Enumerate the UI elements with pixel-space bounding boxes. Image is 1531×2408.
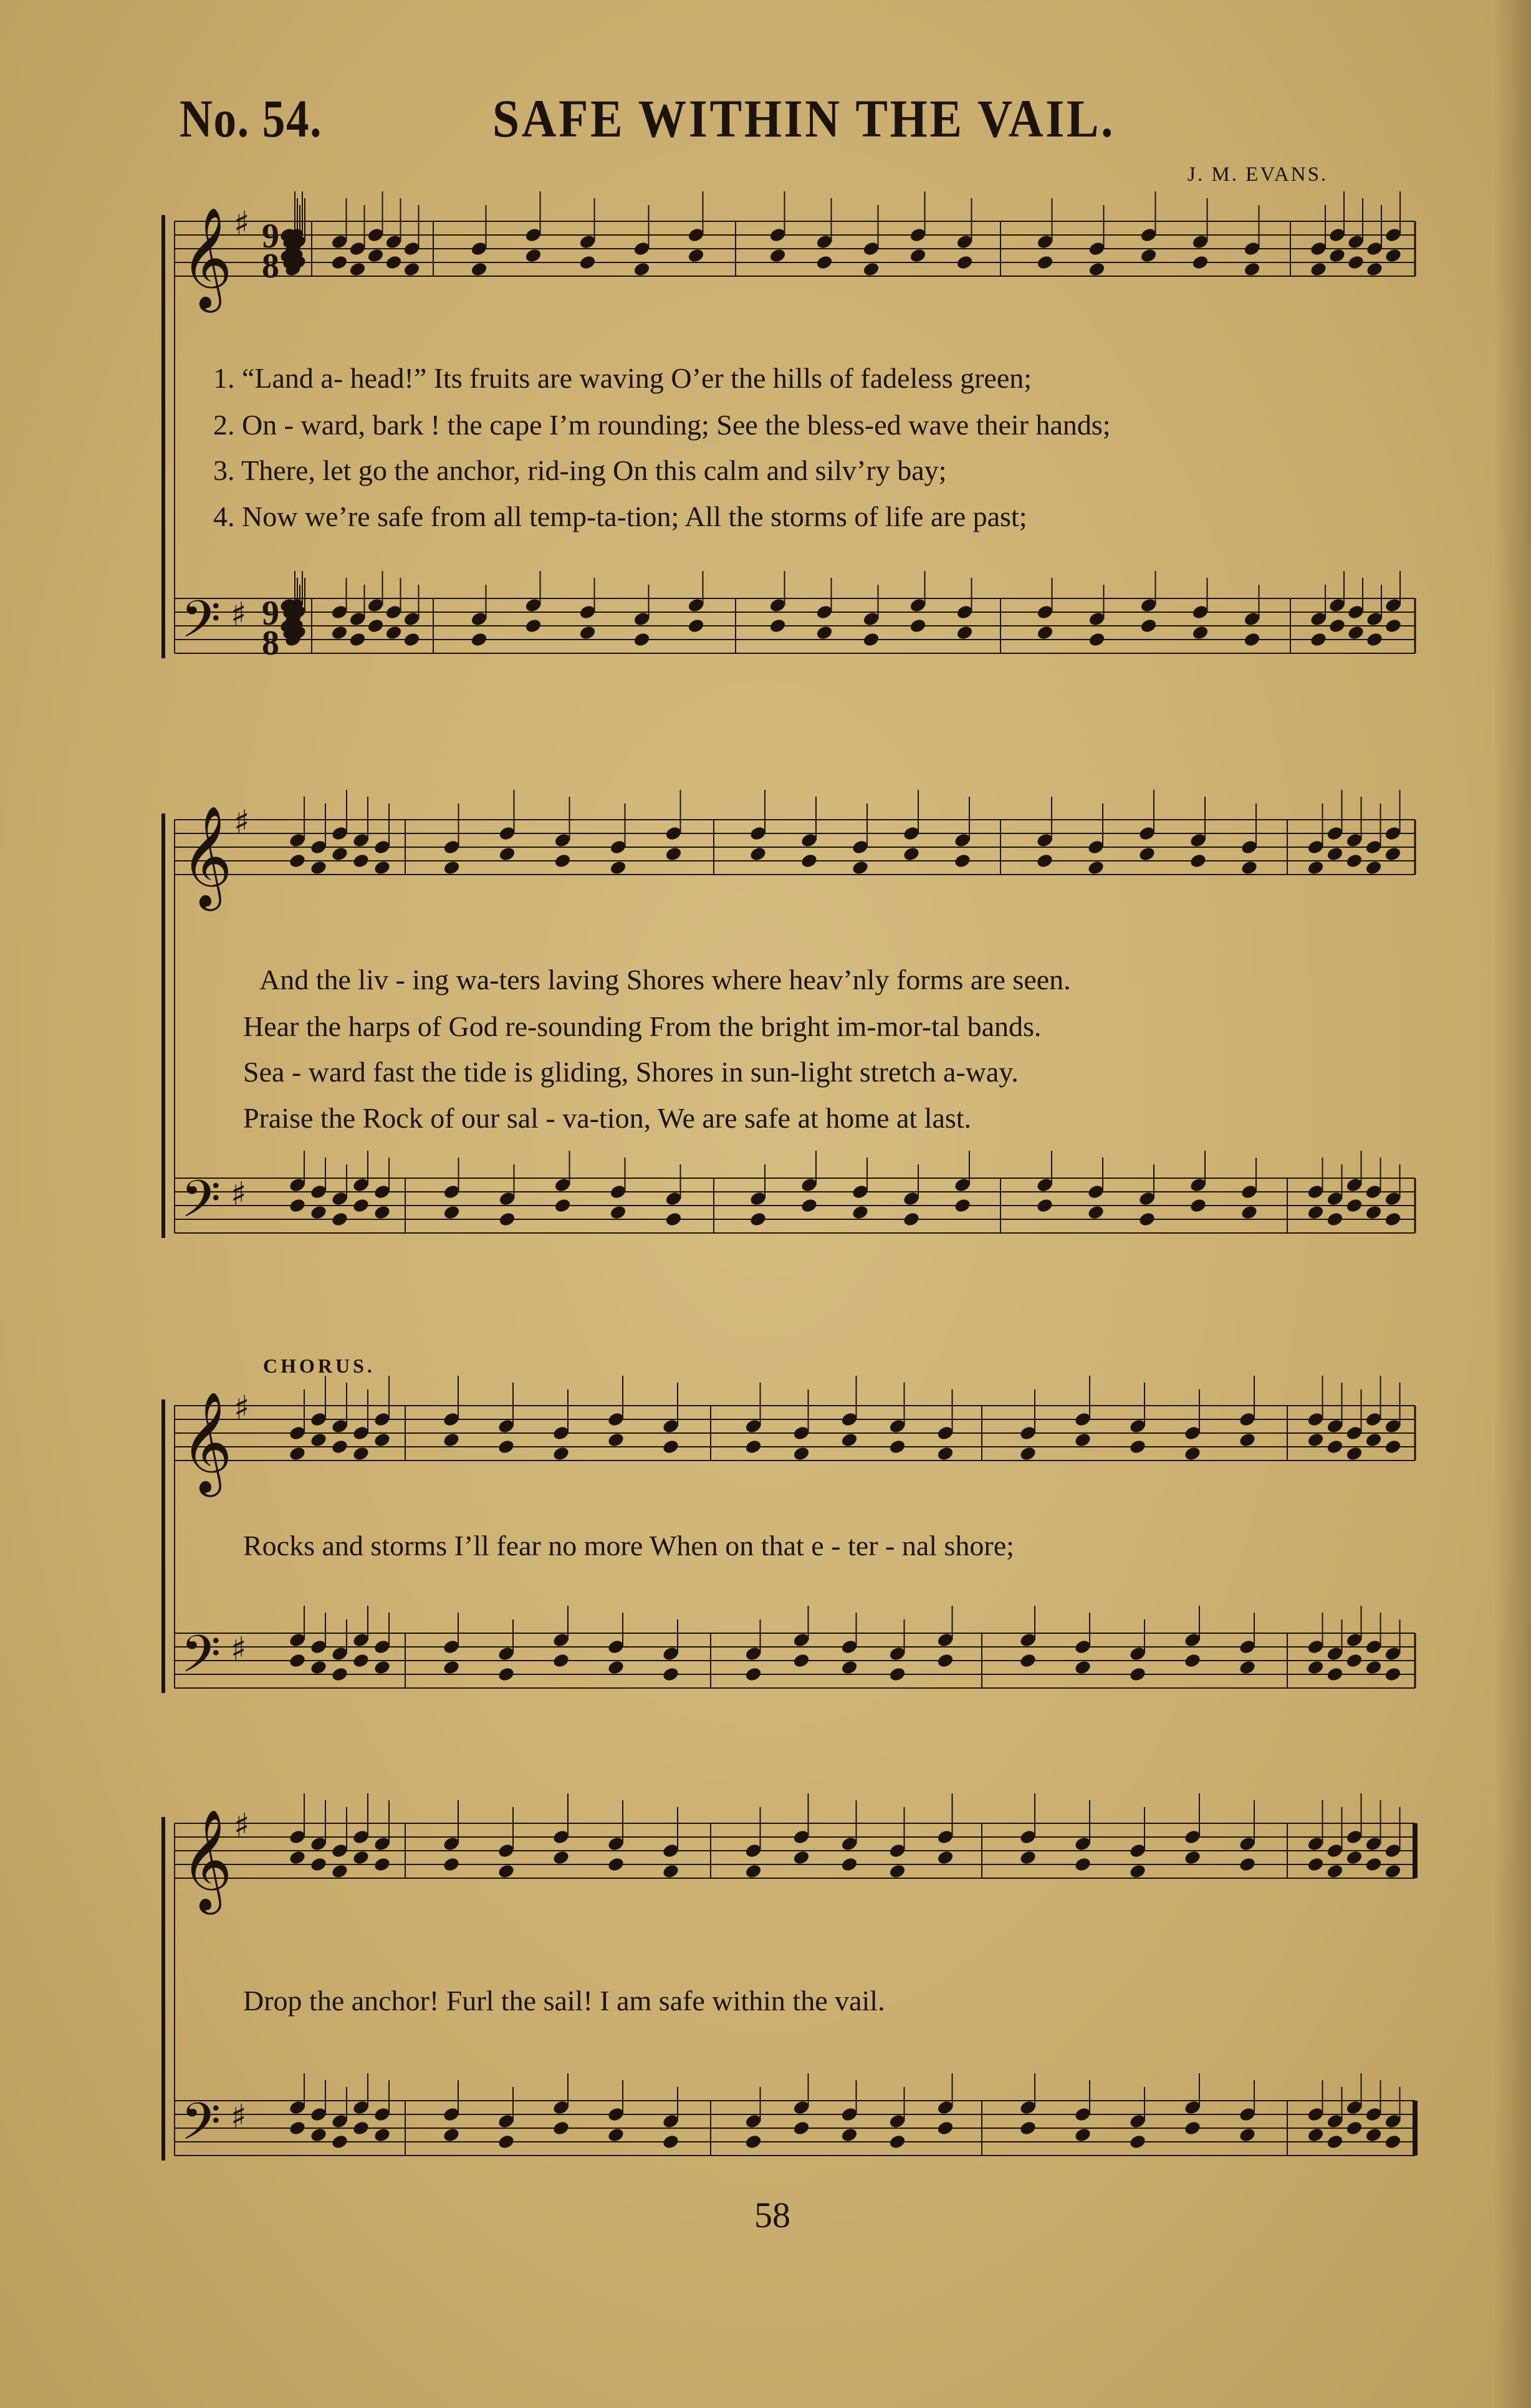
note-head (442, 1432, 460, 1448)
note-head (288, 1197, 306, 1214)
note-head (888, 1666, 906, 1682)
note-head (1309, 261, 1327, 277)
note-head (851, 860, 869, 876)
note-head (1307, 860, 1325, 876)
note-head (1326, 846, 1344, 862)
note-head (661, 1666, 679, 1682)
note-head (403, 261, 421, 277)
note-head (1346, 254, 1365, 271)
note-head (385, 625, 403, 641)
note-head (1128, 1666, 1146, 1682)
note-head (744, 1863, 762, 1879)
note-head (1384, 846, 1402, 862)
note-head (1345, 2120, 1363, 2136)
note-head (1345, 1849, 1363, 1866)
note-head (909, 247, 927, 264)
note-head (1346, 625, 1365, 641)
time-signature-numerator: 9 (262, 594, 279, 633)
note-head (1240, 1204, 1258, 1221)
note-head (769, 247, 787, 264)
note-head (800, 1197, 818, 1214)
note-head (1307, 1204, 1325, 1221)
note-head (352, 853, 370, 869)
note-head (607, 1659, 625, 1676)
note-head (578, 625, 597, 641)
note-head (1365, 860, 1383, 876)
note-head (1384, 618, 1402, 634)
time-signature-numerator: 9 (262, 217, 279, 256)
note-head (792, 1446, 810, 1462)
note-head (1326, 1863, 1344, 1879)
note-head (902, 1211, 920, 1227)
note-head (1326, 1439, 1344, 1455)
note-head (1384, 1439, 1402, 1455)
note-head (288, 1446, 306, 1462)
note-head (607, 2127, 625, 2143)
note-head (661, 2134, 679, 2150)
note-head (554, 1197, 572, 1214)
note-head (1191, 625, 1209, 641)
note-head (1087, 1204, 1105, 1221)
bass-clef-icon: 𝄢 (181, 1169, 221, 1242)
note-head (953, 853, 971, 869)
note-head (352, 1653, 370, 1669)
verse-continuation-1: And the liv - ing wa-ters laving Shores where heav’nly forms are seen. (259, 964, 1071, 995)
note-head (661, 1439, 679, 1455)
verse-continuation-4: Praise the Rock of our sal - va-tion, We are safe at home at last. (243, 1102, 972, 1134)
note-head (443, 860, 461, 876)
note-head (1138, 1211, 1156, 1227)
bass-clef-icon: 𝄢 (181, 2091, 221, 2164)
note-head (1019, 2120, 1037, 2136)
note-head (1073, 2127, 1092, 2143)
chorus-line-1: Rocks and storms I’ll fear no more When on that e - ter - nal shore; (243, 1530, 1014, 1561)
treble-clef-icon: 𝄞 (181, 1391, 233, 1493)
time-signature-denominator: 8 (262, 247, 279, 285)
note-head (956, 625, 974, 641)
note-head (1326, 1666, 1344, 1682)
note-head (330, 1666, 348, 1682)
note-head (330, 625, 348, 641)
note-head (1328, 247, 1346, 264)
verse-line-2: 2. On - ward, bark ! the cape I’m rounding; See the bless-ed wave their hands; (213, 409, 1111, 441)
note-head (840, 1432, 858, 1448)
note-head (578, 254, 597, 271)
note-head (497, 1666, 515, 1682)
note-head (1189, 853, 1207, 869)
note-head (1189, 1197, 1207, 1214)
note-head (330, 2134, 348, 2150)
note-head (1365, 1432, 1383, 1448)
note-head (1238, 1659, 1256, 1676)
verse-line-4: 4. Now we’re safe from all temp-ta-tion; All the storms of life are past; (213, 501, 1027, 532)
verse-line-3: 3. There, let go the anchor, rid-ing On this calm and silv’ry bay; (213, 454, 947, 486)
note-head (352, 1446, 370, 1462)
note-head (1073, 1432, 1092, 1448)
verse-continuation-2: Hear the harps of God re-sounding From the bright im-mor-tal bands. (243, 1010, 1042, 1042)
note-head (1307, 1659, 1325, 1676)
verse-continuation-3: Sea - ward fast the tide is gliding, Shores in sun-light stretch a-way. (243, 1056, 1019, 1088)
note-head (288, 1849, 306, 1866)
note-head (497, 2134, 515, 2150)
note-head (442, 2127, 460, 2143)
note-head (1326, 2134, 1344, 2150)
sharp-icon: ♯ (234, 1389, 250, 1427)
note-head (373, 1856, 391, 1873)
note-head (1384, 2134, 1402, 2150)
note-head (607, 1856, 625, 1873)
note-head (1036, 254, 1054, 271)
note-head (815, 625, 833, 641)
note-head (815, 254, 833, 271)
note-head (936, 2120, 954, 2136)
note-head (352, 2120, 370, 2136)
hymn-title: SAFE WITHIN THE VAIL. (492, 89, 1116, 148)
note-head (309, 1432, 327, 1448)
note-head (309, 1204, 327, 1221)
note-head (1328, 618, 1346, 634)
sharp-icon: ♯ (234, 803, 250, 841)
note-head (1384, 1211, 1402, 1227)
note-head (1238, 2127, 1256, 2143)
note-head (936, 1849, 954, 1866)
chorus-line-2: Drop the anchor! Furl the sail! I am safe within the vail. (243, 1985, 885, 2017)
note-head (1088, 631, 1106, 648)
note-head (1019, 1849, 1037, 1866)
chorus-label: CHORUS. (263, 1355, 375, 1377)
note-head (851, 1204, 869, 1221)
note-head (1073, 1659, 1092, 1676)
note-head (749, 1211, 767, 1227)
note-head (1191, 254, 1209, 271)
note-head (1183, 2120, 1201, 2136)
treble-clef-icon: 𝄞 (181, 207, 233, 309)
treble-clef-icon: 𝄞 (181, 1809, 233, 1911)
note-head (1140, 618, 1158, 634)
bass-clef-icon: 𝄢 (181, 1624, 221, 1697)
note-head (609, 1204, 627, 1221)
note-head (862, 631, 880, 648)
note-head (1128, 2134, 1146, 2150)
note-head (348, 631, 367, 648)
note-head (352, 1197, 370, 1214)
note-head (1240, 860, 1258, 876)
note-head (330, 254, 348, 271)
note-head (665, 846, 683, 862)
note-head (1128, 1439, 1146, 1455)
hymn-number: No. 54. (180, 89, 323, 148)
note-head (888, 1863, 906, 1879)
note-head (330, 1439, 348, 1455)
note-head (309, 1856, 327, 1873)
note-head (1019, 1446, 1037, 1462)
note-head (687, 247, 705, 264)
note-head (1183, 1849, 1201, 1866)
note-head (554, 853, 572, 869)
note-head (956, 254, 974, 271)
note-head (1183, 1446, 1201, 1462)
note-head (1326, 1211, 1344, 1227)
note-head (609, 860, 627, 876)
note-head (909, 618, 927, 634)
time-signature-denominator: 8 (262, 624, 279, 663)
note-head (800, 853, 818, 869)
note-head (744, 1439, 762, 1455)
note-head (352, 1849, 370, 1866)
note-head (309, 860, 327, 876)
note-head (1365, 1856, 1383, 1873)
note-head (330, 1211, 348, 1227)
note-head (862, 261, 880, 277)
note-head (309, 1659, 327, 1676)
note-head (552, 1849, 570, 1866)
note-head (1307, 1856, 1325, 1873)
note-head (288, 1653, 306, 1669)
note-head (1345, 1653, 1363, 1669)
note-head (330, 1863, 348, 1879)
note-head (1238, 1432, 1256, 1448)
note-head (288, 2120, 306, 2136)
note-head (888, 1439, 906, 1455)
note-head (1384, 1666, 1402, 1682)
bass-clef-icon: 𝄢 (181, 589, 221, 662)
note-head (792, 2120, 810, 2136)
note-head (373, 1659, 391, 1676)
note-head (1384, 247, 1402, 264)
note-head (524, 247, 542, 264)
note-head (749, 846, 767, 862)
note-head (1238, 1856, 1256, 1873)
note-head (373, 860, 391, 876)
note-head (1243, 631, 1261, 648)
note-head (1365, 1659, 1383, 1676)
note-head (552, 2120, 570, 2136)
note-head (443, 1204, 461, 1221)
note-head (665, 1211, 683, 1227)
note-head (1183, 1653, 1201, 1669)
sharp-icon: ♯ (234, 1807, 250, 1844)
note-head (1365, 2127, 1383, 2143)
note-head (367, 247, 385, 264)
note-head (661, 1863, 679, 1879)
note-head (442, 1856, 460, 1873)
sharp-icon: ♯ (231, 2098, 247, 2136)
note-head (744, 1666, 762, 1682)
note-head (1035, 853, 1053, 869)
note-head (552, 1653, 570, 1669)
note-head (524, 618, 542, 634)
note-head (309, 2127, 327, 2143)
sharp-icon: ♯ (234, 205, 250, 242)
note-head (888, 2134, 906, 2150)
note-head (1345, 1446, 1363, 1462)
note-head (497, 1863, 515, 1879)
note-head (330, 846, 348, 862)
note-head (385, 254, 403, 271)
note-head (373, 1432, 391, 1448)
sharp-icon: ♯ (231, 1631, 247, 1668)
note-head (1384, 1863, 1402, 1879)
note-head (1307, 2127, 1325, 2143)
note-head (840, 2127, 858, 2143)
note-head (1035, 1197, 1053, 1214)
page-number: 58 (754, 2195, 790, 2235)
note-head (373, 2127, 391, 2143)
note-head (1345, 1197, 1363, 1214)
note-head (1036, 625, 1054, 641)
sharp-icon: ♯ (231, 596, 247, 633)
note-head (687, 618, 705, 634)
note-head (607, 1432, 625, 1448)
note-head (367, 618, 385, 634)
sharp-icon: ♯ (231, 1176, 247, 1213)
note-head (442, 1659, 460, 1676)
note-head (633, 631, 651, 648)
note-head (348, 261, 367, 277)
note-head (1345, 853, 1363, 869)
note-head (1088, 261, 1106, 277)
note-head (373, 1204, 391, 1221)
note-head (498, 846, 516, 862)
note-head (1309, 631, 1327, 648)
treble-clef-icon: 𝄞 (181, 805, 233, 907)
note-head (288, 853, 306, 869)
note-head (902, 846, 920, 862)
note-head (1073, 1856, 1092, 1873)
note-head (470, 631, 488, 648)
note-head (552, 1446, 570, 1462)
note-head (470, 261, 488, 277)
composer-credit: J. M. EVANS. (1188, 163, 1328, 186)
note-head (403, 631, 421, 648)
note-head (840, 1856, 858, 1873)
note-head (498, 1211, 516, 1227)
note-head (840, 1659, 858, 1676)
note-head (1365, 261, 1383, 277)
note-head (792, 1653, 810, 1669)
note-head (1128, 1863, 1146, 1879)
note-head (953, 1197, 971, 1214)
note-head (1307, 1432, 1325, 1448)
note-head (936, 1653, 954, 1669)
note-head (936, 1446, 954, 1462)
note-head (769, 618, 787, 634)
note-head (1087, 860, 1105, 876)
note-head (1365, 631, 1383, 648)
note-head (497, 1439, 515, 1455)
note-head (633, 261, 651, 277)
verse-line-1: 1. “Land a- head!” Its fruits are waving O’er the hills of fadeless green; (213, 362, 1032, 394)
note-head (1138, 846, 1156, 862)
note-head (744, 2134, 762, 2150)
note-head (792, 1849, 810, 1866)
note-head (1140, 247, 1158, 264)
note-head (1019, 1653, 1037, 1669)
note-head (1243, 261, 1261, 277)
note-head (1365, 1204, 1383, 1221)
